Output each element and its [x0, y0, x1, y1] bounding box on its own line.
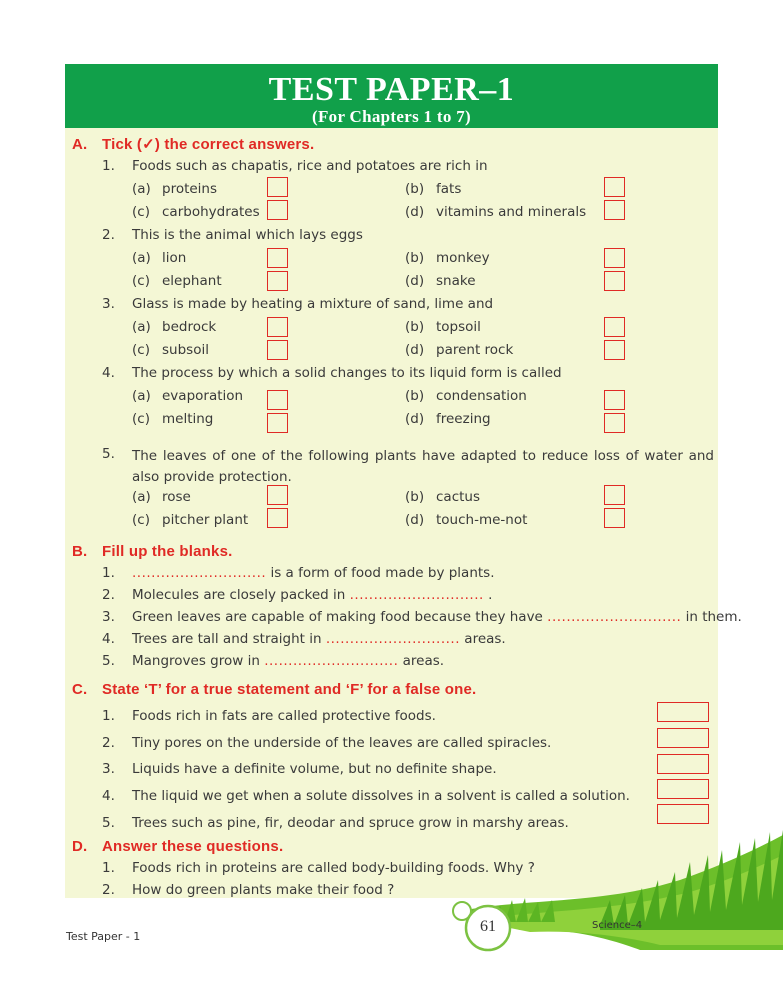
option-key: (d): [405, 512, 425, 528]
question-text: The leaves of one of the following plants have adapted to reduce loss of water and also provide protection.: [132, 448, 714, 485]
option-text: condensation: [436, 388, 527, 404]
option-text: carbohydrates: [162, 204, 260, 220]
blank-statement: Trees are tall and straight in ............................ areas.: [132, 631, 506, 647]
section-a-heading: A. Tick (✓) the correct answers.: [72, 136, 315, 153]
option-text: subsoil: [162, 342, 209, 358]
option-key: (a): [132, 388, 151, 404]
option-key: (c): [132, 342, 150, 358]
answer-blank[interactable]: ............................: [547, 609, 682, 625]
question-number: 3.: [102, 296, 115, 312]
option-key: (d): [405, 411, 425, 427]
answer-blank[interactable]: ............................: [132, 565, 267, 581]
question-number: 1.: [102, 158, 115, 174]
statement-text: Foods rich in fats are called protective foods.: [132, 708, 436, 724]
item-number: 2.: [102, 587, 115, 603]
option-key: (a): [132, 489, 151, 505]
option-key: (c): [132, 411, 150, 427]
item-number: 2.: [102, 882, 115, 898]
question-text: Foods such as chapatis, rice and potatoes are rich in: [132, 158, 488, 174]
blank-statement: Molecules are closely packed in ............................ .: [132, 587, 493, 603]
option-text: elephant: [162, 273, 222, 289]
option-text: parent rock: [436, 342, 514, 358]
blank-statement: Mangroves grow in ............................ areas.: [132, 653, 445, 669]
statement-text: Tiny pores on the underside of the leaves are called spiracles.: [132, 735, 552, 751]
option-text: evaporation: [162, 388, 244, 404]
option-key: (c): [132, 204, 150, 220]
section-d-heading: D. Answer these questions.: [72, 838, 284, 855]
statement-text: The liquid we get when a solute dissolves in a solvent is called a solution.: [132, 788, 630, 804]
option-text: freezing: [436, 411, 491, 427]
section-c-heading: C. State ‘T’ for a true statement and ‘F’ for a false one.: [72, 681, 477, 698]
option-text: rose: [162, 489, 191, 505]
option-key: (a): [132, 181, 151, 197]
answer-blank[interactable]: ............................: [325, 631, 460, 647]
item-number: 1.: [102, 565, 115, 581]
question-text: Foods rich in proteins are called body-building foods. Why ?: [132, 860, 535, 876]
item-number: 4.: [102, 631, 115, 647]
blank-statement: ............................ is a form of food made by plants.: [132, 565, 495, 581]
option-text: monkey: [436, 250, 490, 266]
option-text: touch-me-not: [436, 512, 528, 528]
option-key: (b): [405, 489, 425, 505]
option-text: snake: [436, 273, 476, 289]
item-number: 3.: [102, 609, 115, 625]
question-text: The process by which a solid changes to its liquid form is called: [132, 365, 562, 381]
item-number: 1.: [102, 708, 115, 724]
item-number: 4.: [102, 788, 115, 804]
item-number: 5.: [102, 653, 115, 669]
section-b-heading: B. Fill up the blanks.: [72, 543, 233, 560]
page-subtitle: (For Chapters 1 to 7): [312, 107, 471, 126]
question-number: 4.: [102, 365, 115, 381]
option-key: (c): [132, 273, 150, 289]
item-number: 2.: [102, 735, 115, 751]
option-key: (d): [405, 273, 425, 289]
option-key: (b): [405, 181, 425, 197]
item-number: 3.: [102, 761, 115, 777]
option-text: fats: [436, 181, 462, 197]
answer-blank[interactable]: ............................: [264, 653, 399, 669]
question-number: 2.: [102, 227, 115, 243]
statement-text: Trees such as pine, fir, deodar and spruce grow in marshy areas.: [132, 815, 569, 831]
page-title: TEST PAPER–1: [268, 71, 515, 108]
blank-statement: Green leaves are capable of making food because they have ............................ in them.: [132, 609, 742, 625]
question-text: This is the animal which lays eggs: [132, 227, 363, 243]
item-number: 5.: [102, 815, 115, 831]
answer-blank[interactable]: ............................: [349, 587, 484, 603]
option-text: bedrock: [162, 319, 217, 335]
option-key: (d): [405, 342, 425, 358]
footer-label: Test Paper - 1: [66, 930, 141, 943]
question-number: 5.: [102, 446, 115, 462]
book-label: Science–4: [592, 920, 643, 931]
option-text: topsoil: [436, 319, 481, 335]
option-key: (b): [405, 250, 425, 266]
option-key: (b): [405, 388, 425, 404]
option-text: melting: [162, 411, 214, 427]
option-text: pitcher plant: [162, 512, 249, 528]
page-number: 61: [480, 918, 496, 935]
question-text: How do green plants make their food ?: [132, 882, 395, 898]
option-text: cactus: [436, 489, 481, 505]
option-key: (a): [132, 250, 151, 266]
question-text: Glass is made by heating a mixture of sand, lime and: [132, 296, 494, 312]
option-key: (b): [405, 319, 425, 335]
option-text: proteins: [162, 181, 218, 197]
option-text: lion: [162, 250, 187, 266]
option-key: (a): [132, 319, 151, 335]
option-key: (d): [405, 204, 425, 220]
statement-text: Liquids have a definite volume, but no definite shape.: [132, 761, 497, 777]
item-number: 1.: [102, 860, 115, 876]
option-text: vitamins and minerals: [436, 204, 587, 220]
option-key: (c): [132, 512, 150, 528]
